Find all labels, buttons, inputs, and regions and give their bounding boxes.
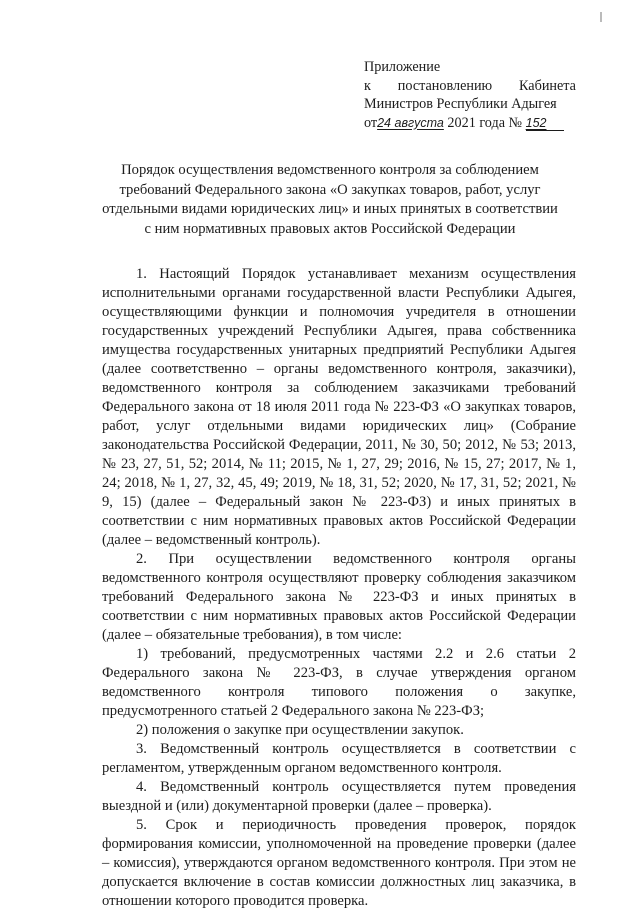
title-line1: Порядок осуществления ведомственного контроля за соблюдением — [121, 162, 539, 178]
annex-date-value: 24 августа — [377, 115, 444, 130]
title-line3: отдельными видами юридических лиц» и иных принятых в соответствии — [102, 201, 558, 217]
paragraph-1: 1. Настоящий Порядок устанавливает механизм осуществления исполнительными органами государственной власти Республики Адыгея, осуществляющими функции и полномочия учредителя в отношении государственных учреждений Республики Адыгея, права собственника имущества государственных унитарных предприятий Республики Адыгея (далее соответственно – органы ведомственного контроля, заказчики), ведомственного контроля за соблюдением заказчиками требований Федерального закона от 18 июля 2011 года № 223-ФЗ «О закупках товаров, работ, услуг отдельными видами юридических лиц» (Собрание законодательства Российской Федерации, 2011, № 30, 50; 2012, № 53; 2013, № 23, 27, 51, 52; 2014, № 11; 2015, № 1, 27, 29; 2016, № 15, 27; 2017, № 1, 24; 2018, № 1, 27, 32, 45, 49; 2019, № 18, 31, 52; 2020, № 17, 31, 52; 2021, № 9, 15) (далее – Федеральный закон № 223-ФЗ) и иных принятых в соответствии с ним нормативных правовых актов Российской Федерации (далее – ведомственный контроль). — [102, 266, 576, 548]
document-body — [102, 265, 576, 911]
annex-date-prefix: от — [364, 114, 378, 131]
annex-number: 152 — [526, 116, 564, 131]
annex-line2 — [364, 77, 576, 96]
paragraph-2: 2. При осуществлении ведомственного контроля органы ведомственного контроля осуществляют проверку соблюдения заказчиком требований Федерального закона № 223-ФЗ и иных принятых в соответствии с ним нормативных правовых актов Российской Федерации (далее – обязательные требования), в том числе: — [102, 551, 576, 643]
annex-line2-a: к — [364, 77, 371, 94]
scan-mark — [600, 12, 602, 22]
annex-line2-b: постановлению — [397, 77, 493, 94]
paragraph-3: 3. Ведомственный контроль осуществляется в соответствии с регламентом, утвержденным органом ведомственного контроля. — [102, 741, 576, 776]
title-line2: требований Федерального закона «О закупках товаров, работ, услуг — [119, 181, 541, 198]
paragraph-2-item-2: 2) положения о закупке при осуществлении закупок. — [136, 722, 464, 738]
annex-line3: Министров Республики Адыгея — [364, 96, 557, 112]
annex-year: 2021 года № — [447, 114, 523, 131]
annex-line2-c: Кабинета — [519, 77, 576, 94]
annex-line1: Приложение — [364, 59, 441, 75]
paragraph-5: 5. Срок и периодичность проведения проверок, порядок формирования комиссии, уполномоченной на проведение проверки (далее – комиссия), утверждаются органом ведомственного контроля. При этом не допускается включение в состав комиссии должностных лиц заказчика, в отношении которого проводится проверка. — [102, 817, 576, 909]
title-line4: с ним нормативных правовых актов Российской Федерации — [144, 220, 516, 237]
paragraph-4: 4. Ведомственный контроль осуществляется путем проведения выездной и (или) документарной проверки (далее – проверка). — [102, 779, 576, 814]
annex-date-line — [364, 114, 576, 133]
annex-header — [364, 58, 576, 132]
paragraph-2-item-1: 1) требований, предусмотренных частями 2.2 и 2.6 статьи 2 Федерального закона № 223-ФЗ, в случае утверждения органом ведомственного контроля типового положения о закупке, предусмотренного статьей 2 Федерального закона № 223-ФЗ; — [102, 646, 576, 719]
document-title — [92, 161, 568, 239]
